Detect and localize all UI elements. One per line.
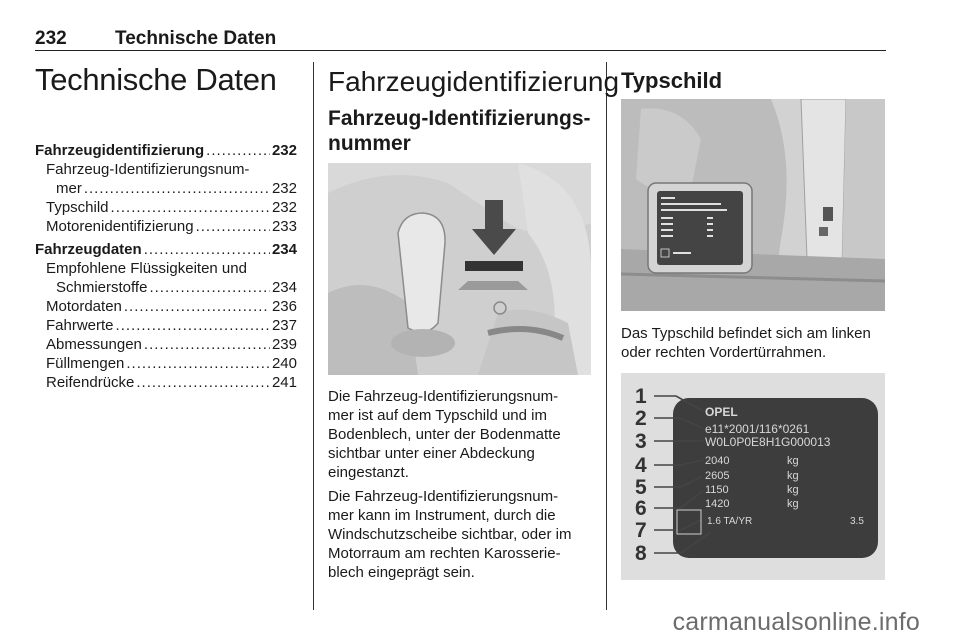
- chapter-title: Technische Daten: [35, 62, 277, 97]
- plate-model-code: 1.6 TA/YR: [707, 516, 753, 527]
- callout-label: 5: [635, 476, 647, 499]
- callout-label: 8: [635, 542, 647, 565]
- plate-mass: 1420: [705, 498, 730, 510]
- toc-entry[interactable]: Abmessungen ..... 239: [35, 335, 297, 354]
- plate-mass: 1150: [705, 484, 729, 496]
- toc-entry[interactable]: Schmierstoffe ..... 234: [35, 278, 297, 297]
- column-divider: [606, 62, 607, 610]
- page-number: 232: [35, 28, 67, 49]
- plate-unit: kg: [787, 455, 799, 467]
- vin-location-illustration: [328, 163, 591, 375]
- plate-unit: kg: [787, 498, 799, 510]
- running-title: Technische Daten: [115, 28, 277, 49]
- plate-mass: 2605: [705, 470, 730, 482]
- callout-label: 4: [635, 454, 647, 477]
- page-header: [35, 28, 886, 51]
- floor-console-drawing: [328, 163, 591, 375]
- plate-brand: OPEL: [705, 405, 738, 419]
- type-plate-location-illustration: [621, 99, 885, 311]
- toc-entry[interactable]: Reifendrücke ..... 241: [35, 373, 297, 392]
- plate-unit: kg: [787, 470, 799, 482]
- body-paragraph: Das Typschild befindet sich am linken oder rechten Vordertürrahmen.: [621, 325, 871, 361]
- section-title: Fahrzeugidentifizierung: [328, 66, 620, 97]
- plate-approval: e11*2001/116*0261: [705, 422, 810, 436]
- subsection-title: Fahrzeug-Identifizierungs- nummer: [328, 107, 591, 155]
- callout-label: 1: [635, 385, 647, 408]
- callout-label: 3: [635, 430, 647, 453]
- toc-entry[interactable]: mer ..... 232: [35, 179, 297, 198]
- toc-entry[interactable]: Fahrzeugidentifizierung ..... 232: [35, 141, 297, 160]
- toc-entry-line[interactable]: Fahrzeug-Identifizierungsnum-: [46, 161, 250, 178]
- toc-entry[interactable]: Füllmengen ..... 240: [35, 354, 297, 373]
- toc-entry[interactable]: Fahrzeugdaten ..... 234: [35, 240, 297, 259]
- door-frame-drawing: [621, 99, 885, 311]
- table-of-contents: [35, 141, 297, 392]
- body-paragraph: Die Fahrzeug-Identifizierungsnum- mer kann im Instrument, durch die Windschutzscheibe sichtbar, oder im Motorraum am rechten Karosserie- blech eingeprägt sein.: [328, 488, 572, 581]
- plate-mass: 2040: [705, 455, 730, 467]
- callout-label: 2: [635, 407, 647, 430]
- plate-unit: kg: [787, 484, 799, 496]
- body-paragraph: Die Fahrzeug-Identifizierungsnum- mer ist auf dem Typschild und im Bodenblech, unter der Bodenmatte sichtbar unter einer Abdeckung eingestanzt.: [328, 388, 561, 481]
- watermark: carmanualsonline.info: [672, 608, 920, 636]
- type-plate-diagram: [621, 373, 885, 580]
- toc-entry[interactable]: Fahrwerte ..... 237: [35, 316, 297, 335]
- toc-entry[interactable]: Motordaten ..... 236: [35, 297, 297, 316]
- plate-side-code: 3.5: [850, 516, 864, 527]
- plate-vin: W0L0P0E8H1G000013: [705, 435, 831, 449]
- toc-entry[interactable]: Motorenidentifizierung ..... 233: [35, 217, 297, 236]
- column-divider: [313, 62, 314, 610]
- toc-entry[interactable]: Typschild ..... 232: [35, 198, 297, 217]
- type-plate-drawing: [621, 373, 885, 580]
- callout-label: 6: [635, 497, 647, 520]
- toc-entry-line[interactable]: Empfohlene Flüssigkeiten und: [46, 260, 247, 277]
- section-title: Typschild: [621, 68, 723, 93]
- callout-label: 7: [635, 519, 647, 542]
